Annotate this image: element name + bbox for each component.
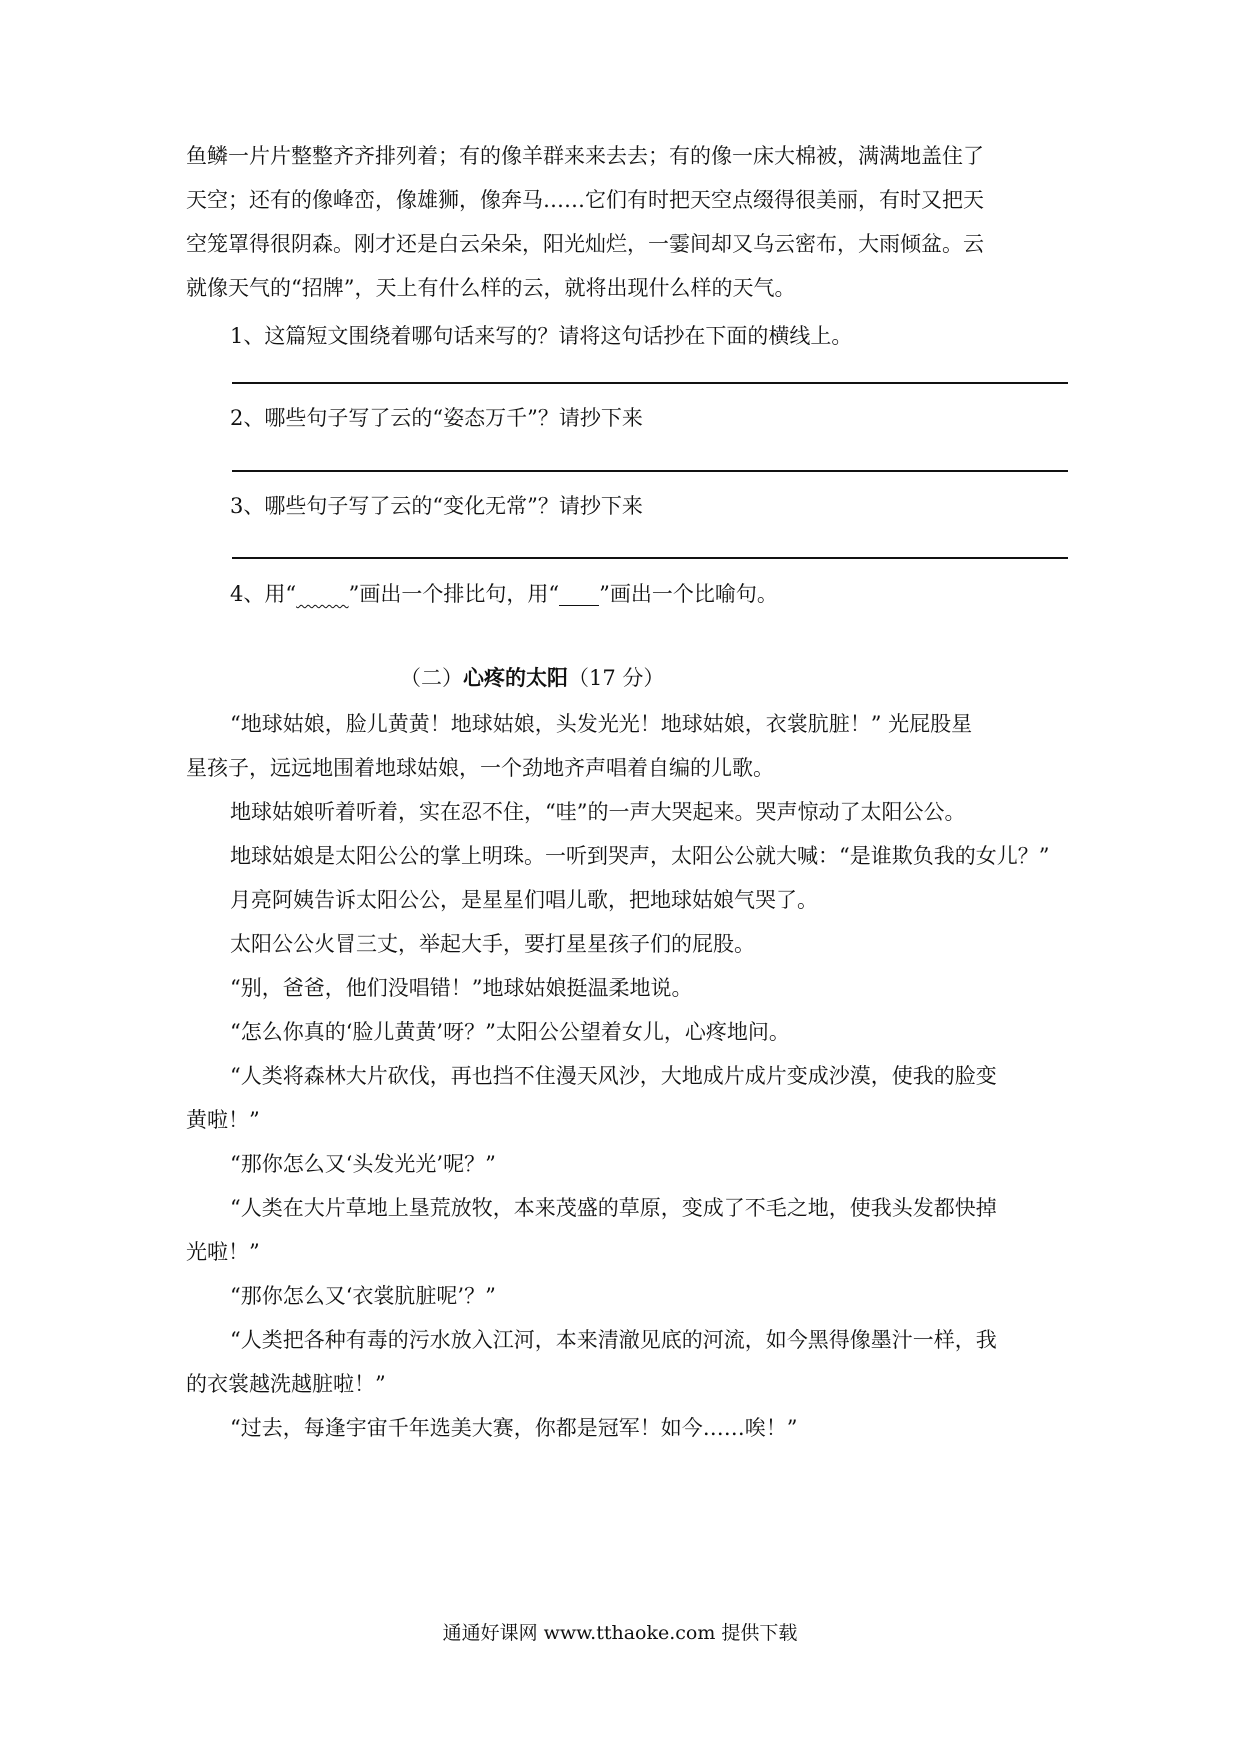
passage1-line: 天空；还有的像峰峦，像雄狮，像奔马……它们有时把天空点缀得很美丽，有时又把天 [186, 188, 984, 212]
passage2-line: 月亮阿姨告诉太阳公公，是星星们唱儿歌，把地球姑娘气哭了。 [230, 888, 818, 912]
answer-line-2[interactable] [232, 470, 1068, 472]
passage2-line: “人类在大片草地上垦荒放牧，本来茂盛的草原，变成了不毛之地，使我头发都快掉 [230, 1196, 997, 1220]
passage2-line: 黄啦！” [186, 1108, 260, 1132]
passage2-line: “地球姑娘，脸儿黄黄！地球姑娘，头发光光！地球姑娘，衣裳肮脏！” 光屁股星 [230, 712, 973, 736]
wavy-underline-sample [296, 582, 349, 606]
passage2-line: 地球姑娘听着听着，实在忍不住，“哇”的一声大哭起来。哭声惊动了太阳公公。 [230, 800, 966, 824]
passage2-line: 地球姑娘是太阳公公的掌上明珠。一听到哭声，太阳公公就大喊：“是谁欺负我的女儿？” [230, 844, 1050, 868]
question-4-text-c: ”画出一个比喻句。 [599, 582, 778, 606]
question-3: 3、哪些句子写了云的“变化无常”？请抄下来 [230, 494, 643, 518]
passage2-line: 的衣裳越洗越脏啦！” [186, 1372, 386, 1396]
passage2-line: “别，爸爸，他们没唱错！”地球姑娘挺温柔地说。 [230, 976, 693, 1000]
passage2-line: “人类把各种有毒的污水放入江河，本来清澈见底的河流，如今黑得像墨汁一样，我 [230, 1328, 997, 1352]
passage2-line: 星孩子，远远地围着地球姑娘，一个劲地齐声唱着自编的儿歌。 [186, 756, 774, 780]
section-title [400, 664, 664, 692]
passage1-line: 就像天气的“招牌”，天上有什么样的云，就将出现什么样的天气。 [186, 276, 796, 300]
passage2-line: “过去，每逢宇宙千年选美大赛，你都是冠军！如今……唉！” [230, 1416, 798, 1440]
passage2-line: “那你怎么又‘头发光光’呢？” [230, 1152, 496, 1176]
question-4 [230, 580, 1110, 608]
answer-line-1[interactable] [232, 382, 1068, 384]
section-title-score: （17 分） [568, 666, 665, 690]
passage2-line: 光啦！” [186, 1240, 260, 1264]
question-2: 2、哪些句子写了云的“姿态万千”？请抄下来 [230, 406, 643, 430]
straight-underline-sample [559, 583, 599, 606]
passage2-line: “人类将森林大片砍伐，再也挡不住漫天风沙，大地成片成片变成沙漠，使我的脸变 [230, 1064, 997, 1088]
answer-line-3[interactable] [232, 557, 1068, 559]
question-4-text-a: 4、用“ [230, 582, 297, 606]
passage2-line: “那你怎么又‘衣裳肮脏呢’？” [230, 1284, 496, 1308]
passage1-line: 鱼鳞一片片整整齐齐排列着；有的像羊群来来去去；有的像一床大棉被，满满地盖住了 [186, 144, 984, 168]
question-1: 1、这篇短文围绕着哪句话来写的？请将这句话抄在下面的横线上。 [230, 324, 853, 348]
passage1-line: 空笼罩得很阴森。刚才还是白云朵朵，阳光灿烂，一霎间却又乌云密布，大雨倾盆。云 [186, 232, 984, 256]
passage2-line: “怎么你真的‘脸儿黄黄’呀？”太阳公公望着女儿，心疼地问。 [230, 1020, 790, 1044]
section-title-prefix: （二） [400, 666, 463, 690]
section-title-main: 心疼的太阳 [463, 665, 568, 690]
passage2-line: 太阳公公火冒三丈，举起大手，要打星星孩子们的屁股。 [230, 932, 755, 956]
question-4-text-b: ”画出一个排比句，用“ [348, 582, 560, 606]
footer-credit: 通通好课网 www.tthaoke.com 提供下载 [442, 1622, 798, 1644]
